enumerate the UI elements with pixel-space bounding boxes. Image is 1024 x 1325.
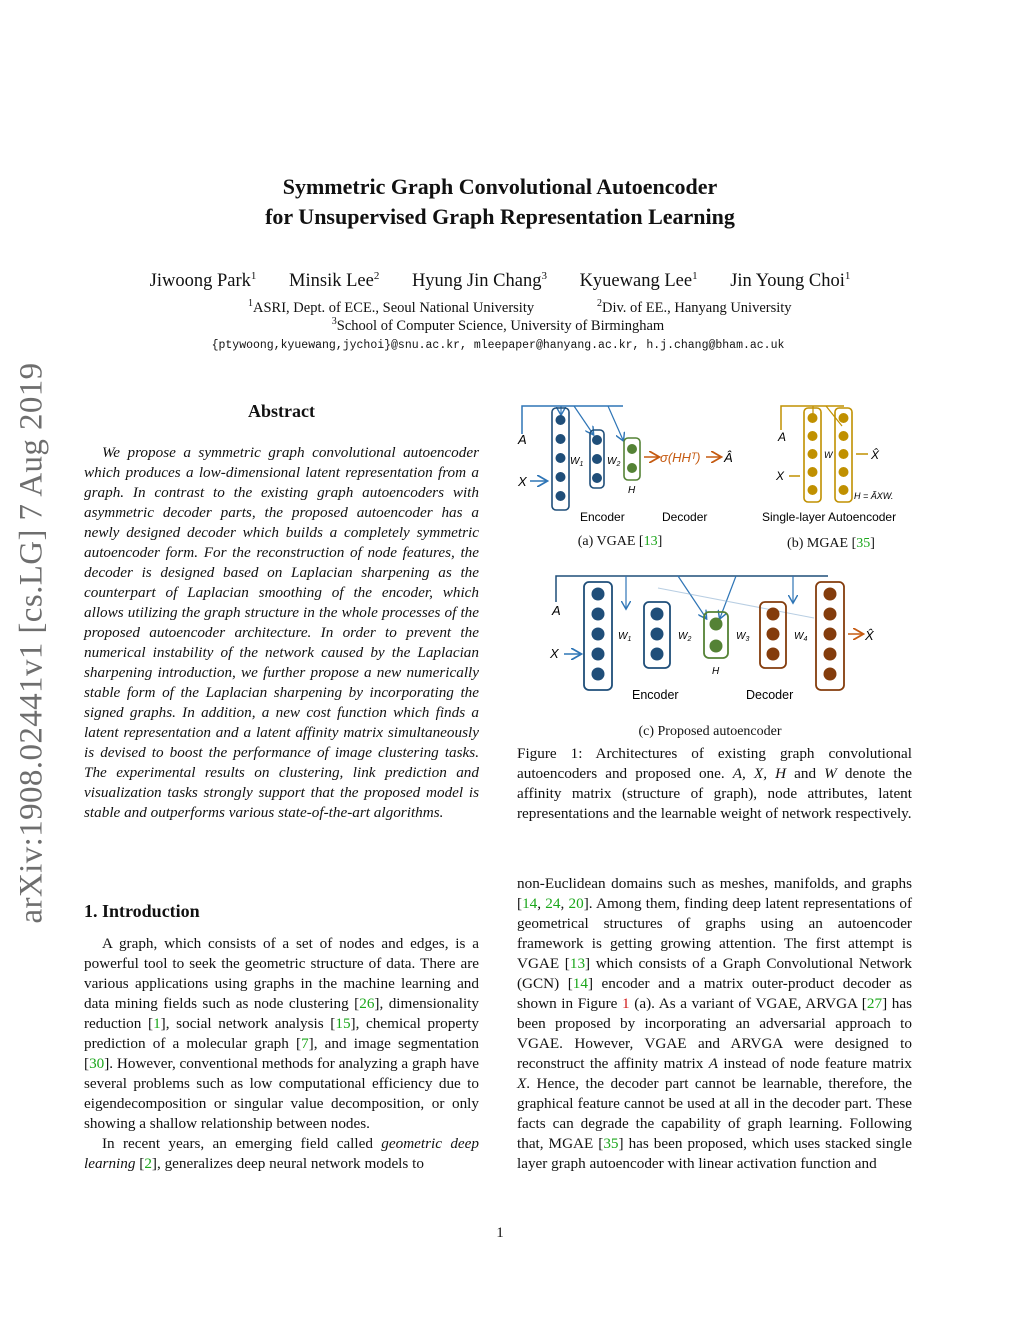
weight-label: $W_2$	[678, 631, 692, 643]
symbol-a: A	[552, 603, 561, 618]
weight-label: $W_2$	[607, 456, 621, 468]
symbol-a: A	[778, 430, 787, 444]
paper-title-line1: Symmetric Graph Convolutional Autoencoder	[282, 174, 718, 199]
decoder-sigma: σ(HHᵀ)	[660, 450, 701, 465]
citation-link[interactable]: 30	[89, 1055, 105, 1072]
figure-ref-link[interactable]: 1	[622, 995, 630, 1012]
author: Kyuewang Lee$^1$	[579, 270, 698, 292]
symbol-x: X	[776, 469, 785, 483]
subcaption-c: (c) Proposed autoencoder	[638, 724, 782, 739]
citation-link[interactable]: 14	[572, 975, 588, 992]
proposed-diagram	[549, 576, 875, 702]
citation-link[interactable]: 26	[359, 995, 375, 1012]
decoder-label: Decoder	[662, 510, 708, 524]
citation-link[interactable]: 2	[144, 1155, 152, 1172]
single-layer-label: Single-layer Autoencoder	[762, 510, 897, 524]
paper-title-line2: for Unsupervised Graph Representation Learning	[265, 204, 735, 229]
symbol-x: X	[550, 646, 559, 661]
intro-text: A graph, which consists of a set of nodes and edges, is a powerful tool to seek the geometric structure of data. There are various applications using graphs in the machine learning and data mining fields such as node clustering [26], dimensionality reduction [1], social network analysis [15], chemical property prediction of a molecular graph [7], and image segmentation [30]. However, conventional methods for analyzing a graph have several problems such as low computational efficiency due to eigendecomposition or singular value decomposition, or only showing a shallow relationship between nodes. In recent years, an emerging field called geometric deep learning [2], generalizes deep neural network models to	[84, 935, 479, 1172]
symbol-x-hat: X̂	[871, 448, 880, 462]
citation-link[interactable]: 35	[603, 1135, 619, 1152]
citation-link[interactable]: 14	[522, 895, 538, 912]
weight-label: W	[824, 450, 833, 460]
decoder-label: Decoder	[746, 688, 794, 702]
symbol-a: A	[518, 432, 527, 447]
author: Hyung Jin Chang$^3$	[411, 270, 547, 292]
citation-link[interactable]: 13	[643, 534, 658, 549]
right-column-text: non-Euclidean domains such as meshes, manifolds, and graphs [14, 24, 20]. Among them, finding deep latent representations of geometrical structures of graphs using an autoencoder framework is getting growing attention. The first attempt is VGAE [13] which consists of a Graph Convolutional Network (GCN) [14] encoder and a matrix outer-product decoder as shown in Figure 1 (a). As a variant of VGAE, ARVGA [27] has been proposed by incorporating an adversarial approach to VGAE. However, VGAE and ARVGA were designed to reconstruct the affinity matrix A instead of node feature matrix X. Hence, the decoder part cannot be learnable, therefore, the graphical feature cannot be used at all in the decoder part. These facts can degrade the capability of graph learning. Following that, MGAE [35] has been proposed, which uses stacked single layer graph autoencoder with linear activation function and	[517, 875, 913, 1172]
author: Minsik Lee$^2$	[289, 270, 380, 292]
symbol-a-hat: Â	[724, 450, 733, 465]
mgae-equation: H = ÃXW.	[854, 491, 894, 501]
citation-link[interactable]: 7	[301, 1035, 309, 1052]
citation-link[interactable]: 24	[545, 895, 561, 912]
author-list	[0, 270, 1000, 292]
citation-link[interactable]: 35	[856, 536, 871, 551]
latent-label: H	[712, 666, 720, 677]
latent-label: H	[628, 485, 636, 496]
citation-link[interactable]: 20	[568, 895, 584, 912]
citation-link[interactable]: 1	[153, 1015, 161, 1032]
weight-label: $W_4$	[794, 631, 808, 643]
figure-1-caption: Figure 1: Architectures of existing graph convolutional autoencoders and proposed one. A, X, H and W denote the affinity matrix (structure of graph), node attributes, latent representations and the learnable weight of network respectively.	[517, 745, 912, 822]
author-emails: {ptywoong,kyuewang,jychoi}@snu.ac.kr, mleepaper@hanyang.ac.kr, h.j.chang@bham.ac.uk	[211, 339, 785, 352]
affiliation-3: $^3$School of Computer Science, University of Birmingham	[331, 316, 665, 334]
citation-link[interactable]: 15	[335, 1015, 351, 1032]
citation-link[interactable]: 13	[569, 955, 586, 972]
page-number: 1	[496, 1225, 504, 1241]
figure-1-diagram	[508, 396, 928, 741]
abstract-heading: Abstract	[248, 401, 315, 421]
author: Jiwoong Park$^1$	[149, 270, 257, 292]
intro-heading: 1. Introduction	[84, 901, 200, 921]
subcaption-a: (a) VGAE [13]	[577, 534, 663, 549]
weight-label: $W_1$	[570, 456, 584, 468]
mgae-diagram	[762, 406, 896, 524]
weight-label: $W_3$	[736, 631, 750, 643]
symbol-x-hat: X̂	[865, 628, 874, 643]
affiliation-2: $^2$Div. of EE., Hanyang University	[597, 298, 792, 316]
citation-link[interactable]: 27	[866, 995, 883, 1012]
arxiv-stamp: arXiv:1908.02441v1 [cs.LG] 7 Aug 2019	[13, 362, 50, 924]
affiliation-1: $^1$ASRI, Dept. of ECE., Seoul National University	[248, 298, 535, 316]
encoder-label: Encoder	[580, 510, 625, 524]
vgae-diagram	[517, 406, 733, 524]
encoder-label: Encoder	[632, 688, 679, 702]
abstract-text: We propose a symmetric graph convolutional autoencoder which produces a low-dimensional latent representation from a graph. In contrast to the existing graph autoencoders with asymmetric decoder parts, the proposed autoencoder has a newly designed decoder which builds a completely symmetric autoencoder form. For the reconstruction of node features, the decoder is designed based on Laplacian sharpening as the counterpart of Laplacian smoothing of the encoder, which allows utilizing the graph structure in the whole processes of the proposed autoencoder architecture. In order to prevent the numerical instability of the network caused by the Laplacian sharpening introduction, we further propose a new numerically stable form of the Laplacian sharpening by incorporating the signed graphs. In addition, a new cost function which finds a latent representation and a latent affinity matrix simultaneously is devised to boost the performance of image clustering tasks. The experimental results on clustering, link prediction and visualization tasks strongly support that the proposed model is stable and outperforms various state-of-the-art algorithms.	[84, 444, 479, 821]
symbol-x: X	[518, 474, 527, 489]
weight-label: $W_1$	[618, 631, 632, 643]
author: Jin Young Choi$^1$	[730, 270, 851, 292]
subcaption-b: (b) MGAE [35]	[787, 536, 875, 551]
